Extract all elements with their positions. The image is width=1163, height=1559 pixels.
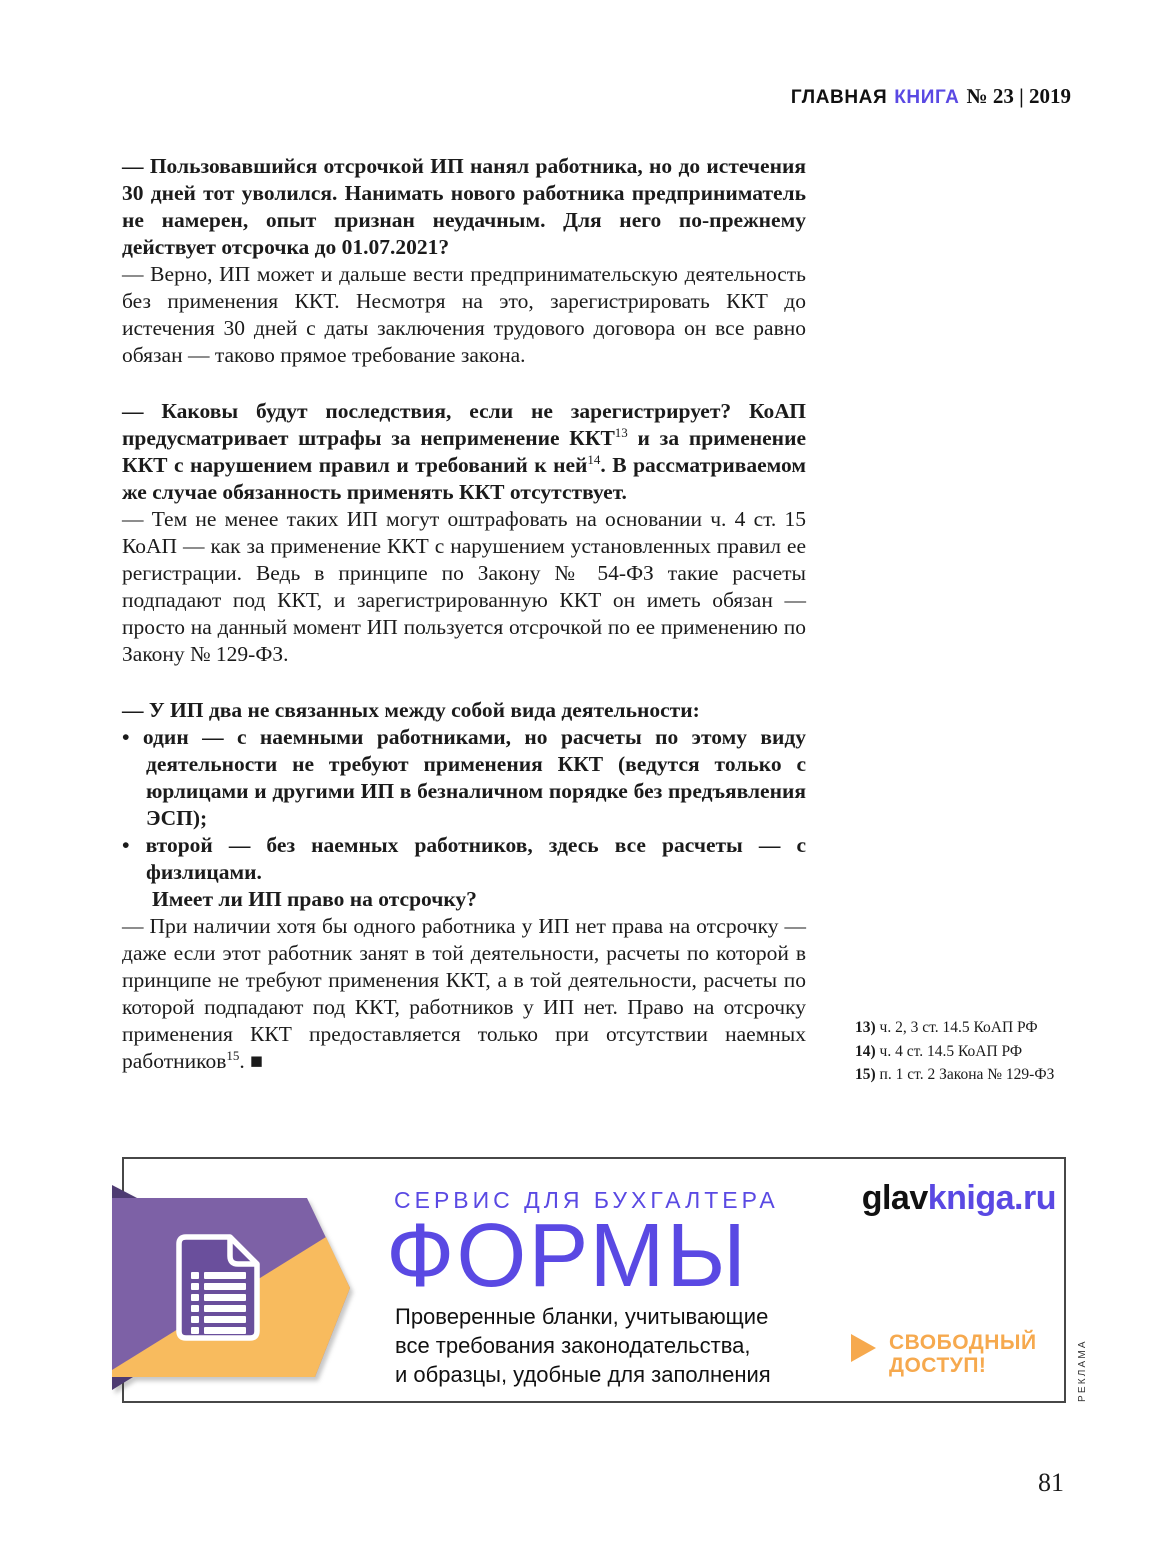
magazine-brand-black: ГЛАВНАЯ [790, 87, 888, 108]
question-text: . В рассматриваемом же случае обязанность применять ККТ отсутствует. [122, 453, 806, 504]
magazine-brand-purple: КНИГА [894, 87, 960, 108]
ad-website [862, 1179, 1056, 1218]
advertisement-banner [122, 1157, 1066, 1403]
answer-text: — При наличии хотя бы одного работника у ИП нет права на отсрочку — даже если этот работник занят в той деятельности, расчеты по которой в принципе не требуют применения ККТ, а в той деятельности, расчеты по которой подпадают под ККТ, работников у ИП нет. Право на отсрочку применения ККТ предоставляется только при отсутствии наемных работников [122, 914, 806, 1073]
footnote-text: ч. 4 ст. 14.5 КоАП РФ [875, 1042, 1023, 1060]
footnote-ref-13: 13 [614, 424, 628, 440]
ad-kicker: СЕРВИС ДЛЯ БУХГАЛТЕРА [394, 1187, 779, 1213]
list-item [122, 724, 806, 832]
question-paragraph: — У ИП два не связанных между собой вида деятельности: [122, 698, 700, 722]
footnote-13 [855, 1016, 1080, 1040]
footnote-text: п. 1 ст. 2 Закона № 129-ФЗ [875, 1066, 1055, 1083]
page-number: 81 [1038, 1468, 1064, 1497]
free-access-line: ДОСТУП! [889, 1354, 987, 1377]
list-item [122, 832, 806, 886]
article-end-mark: . ■ [239, 1049, 264, 1073]
footnote-number: 13) [855, 1019, 876, 1036]
footnote-ref-15: 15 [226, 1047, 240, 1063]
question-text: и за применение ККТ с нарушением правил и требований к ней [122, 426, 806, 477]
footnote-14 [855, 1040, 1080, 1064]
ad-website-purple: kniga.ru [927, 1179, 1056, 1217]
footnotes [855, 1016, 1080, 1087]
footnote-number: 15) [855, 1066, 876, 1083]
bullet-text: второй — без наемных работников, здесь все расчеты — с физлицами. [145, 833, 807, 884]
ad-title: ФОРМЫ [386, 1206, 749, 1306]
footnote-ref-14: 14 [587, 451, 601, 467]
question-text: — Каковы будут последствия, если не зарегистрирует? КоАП предусматривает штрафы за неприменение ККТ [122, 399, 806, 450]
ad-label-vertical: РЕКЛАМА [1077, 1339, 1088, 1402]
arrow-right-icon [851, 1334, 876, 1362]
document-list-icon [107, 1180, 357, 1392]
ad-description-line: и образцы, удобные для заполнения [395, 1362, 771, 1387]
answer-paragraph: — Тем не менее таких ИП могут оштрафовать на основании ч. 4 ст. 15 КоАП — как за применение ККТ с нарушением установленных правил ее регистрации. Ведь в принципе по Закону № 54-ФЗ такие расчеты подпадают под ККТ, и зарегистрированную ККТ он иметь обязан — просто на данный момент ИП пользуется отсрочкой по ее применению по Закону № 129-ФЗ. [122, 507, 806, 666]
running-head [791, 84, 1071, 109]
footnote-number: 14) [855, 1042, 876, 1060]
question-paragraph: — Пользовавшийся отсрочкой ИП нанял работника, но до истечения 30 дней тот уволился. Нанимать нового работника предприниматель не намерен, опыт признан неудачным. Для него по-прежнему действует отсрочка до 01.07.2021? [122, 154, 806, 259]
question-paragraph [122, 398, 806, 506]
question-final-line: Имеет ли ИП право на отсрочку? [152, 887, 477, 911]
qa-block-3 [122, 697, 806, 1075]
footnote-text: ч. 2, 3 ст. 14.5 КоАП РФ [875, 1019, 1038, 1036]
bullet-marker: • [122, 725, 130, 749]
answer-paragraph [122, 913, 806, 1075]
free-access-text [889, 1331, 1037, 1377]
issue-number: № 23 | 2019 [966, 84, 1071, 108]
free-access-line: СВОБОДНЫЙ [889, 1331, 1037, 1354]
qa-block-1 [122, 153, 806, 369]
bullet-list [122, 724, 806, 886]
article-column [122, 153, 806, 1075]
footnote-15 [855, 1063, 1080, 1087]
free-access-callout [851, 1331, 1037, 1377]
ad-website-black: glav [861, 1179, 928, 1217]
ad-description [395, 1302, 771, 1389]
bullet-text: один — с наемными работниками, но расчеты по этому виду деятельности не требуют применения ККТ (ведутся только с юрлицами и другими ИП в безналичном порядке без предъявления ЭСП); [142, 725, 807, 830]
ad-description-line: все требования законодательства, [395, 1333, 751, 1358]
ad-description-line: Проверенные бланки, учитывающие [395, 1304, 769, 1329]
answer-paragraph: — Верно, ИП может и дальше вести предпринимательскую деятельность без применения ККТ. Несмотря на это, зарегистрировать ККТ до истечения 30 дней с даты заключения трудового договора он все равно обязан — таково прямое требование закона. [122, 262, 806, 367]
bullet-marker: • [122, 833, 130, 857]
qa-block-2 [122, 398, 806, 668]
